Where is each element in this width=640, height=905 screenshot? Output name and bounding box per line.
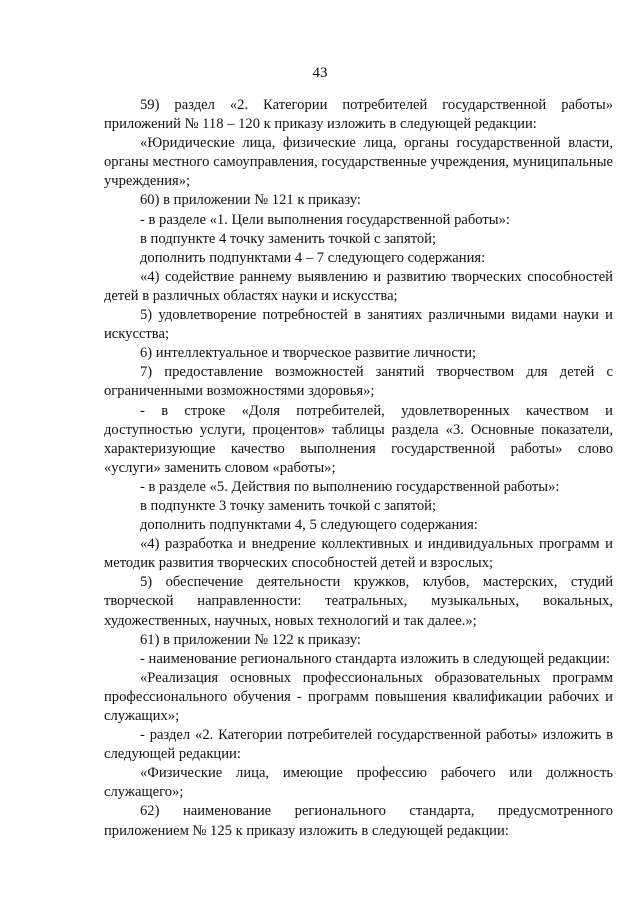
paragraph-61-section-2-quote: «Физические лица, имеющие профессию рабочего или должность служащего»; bbox=[104, 765, 613, 801]
paragraph-61-name-quote: «Реализация основных профессиональных образовательных программ профессионального обучения - программ повышения квалификации рабочих и служащих»; bbox=[104, 669, 613, 724]
paragraph-60-item-7: 7) предоставление возможностей занятий творчеством для детей с ограниченными возможностями здоровья»; bbox=[104, 364, 613, 400]
paragraph-60-add-subpoints: дополнить подпунктами 4 – 7 следующего содержания: bbox=[140, 249, 486, 266]
paragraph-60: 60) в приложении № 121 к приказу: bbox=[140, 192, 361, 209]
page-number: 43 bbox=[312, 65, 328, 81]
paragraph-61-section-2: - раздел «2. Категории потребителей государственной работы» изложить в следующей редакции: bbox=[104, 727, 613, 763]
paragraph-60-item-4: «4) содействие раннему выявлению и развитию творческих способностей детей в различных областях науки и искусства; bbox=[104, 268, 613, 304]
paragraph-60-section-1: - в разделе «1. Цели выполнения государственной работы»: bbox=[140, 211, 510, 228]
paragraph-60-action-4: «4) разработка и внедрение коллективных и индивидуальных программ и методик развития творческих способностей детей и взрослых; bbox=[104, 536, 613, 572]
paragraph-59: 59) раздел «2. Категории потребителей государственной работы» приложений № 118 – 120 к приказу изложить в следующей редакции: bbox=[104, 97, 613, 133]
paragraph-60-action-5: 5) обеспечение деятельности кружков, клубов, мастерских, студий творческой направленности: театральных, музыкальных, вокальных, художественных, научных, новых технологий и так далее.»; bbox=[104, 574, 613, 629]
paragraph-59-quote: «Юридические лица, физические лица, органы государственной власти, органы местного самоуправления, государственные учреждения, муниципальные учреждения»; bbox=[104, 135, 613, 190]
paragraph-60-item-6: 6) интеллектуальное и творческое развитие личности; bbox=[140, 345, 477, 362]
paragraph-61: 61) в приложении № 122 к приказу: bbox=[140, 631, 361, 648]
paragraph-60-table-row: - в строке «Доля потребителей, удовлетворенных качеством и доступностью услуги, процентов» таблицы раздела «3. Основные показатели, характеризующие качество выполнения государственной работы» слово «услуги» заменить словом «работы»; bbox=[104, 402, 613, 476]
paragraph-60-item-5: 5) удовлетворение потребностей в занятиях различными видами науки и искусства; bbox=[104, 307, 613, 343]
paragraph-62: 62) наименование регионального стандарта, предусмотренного приложением № 125 к приказу изложить в следующей редакции: bbox=[104, 803, 613, 839]
paragraph-61-name: - наименование регионального стандарта изложить в следующей редакции: bbox=[140, 650, 611, 667]
paragraph-60-subpoint-3: в подпункте 3 точку заменить точкой с запятой; bbox=[140, 497, 437, 514]
paragraph-60-add-subpoints-4-5: дополнить подпунктами 4, 5 следующего содержания: bbox=[140, 517, 478, 534]
document-body bbox=[104, 96, 613, 841]
paragraph-60-section-5: - в разделе «5. Действия по выполнению государственной работы»: bbox=[140, 478, 560, 495]
paragraph-60-subpoint-4: в подпункте 4 точку заменить точкой с запятой; bbox=[140, 230, 437, 247]
